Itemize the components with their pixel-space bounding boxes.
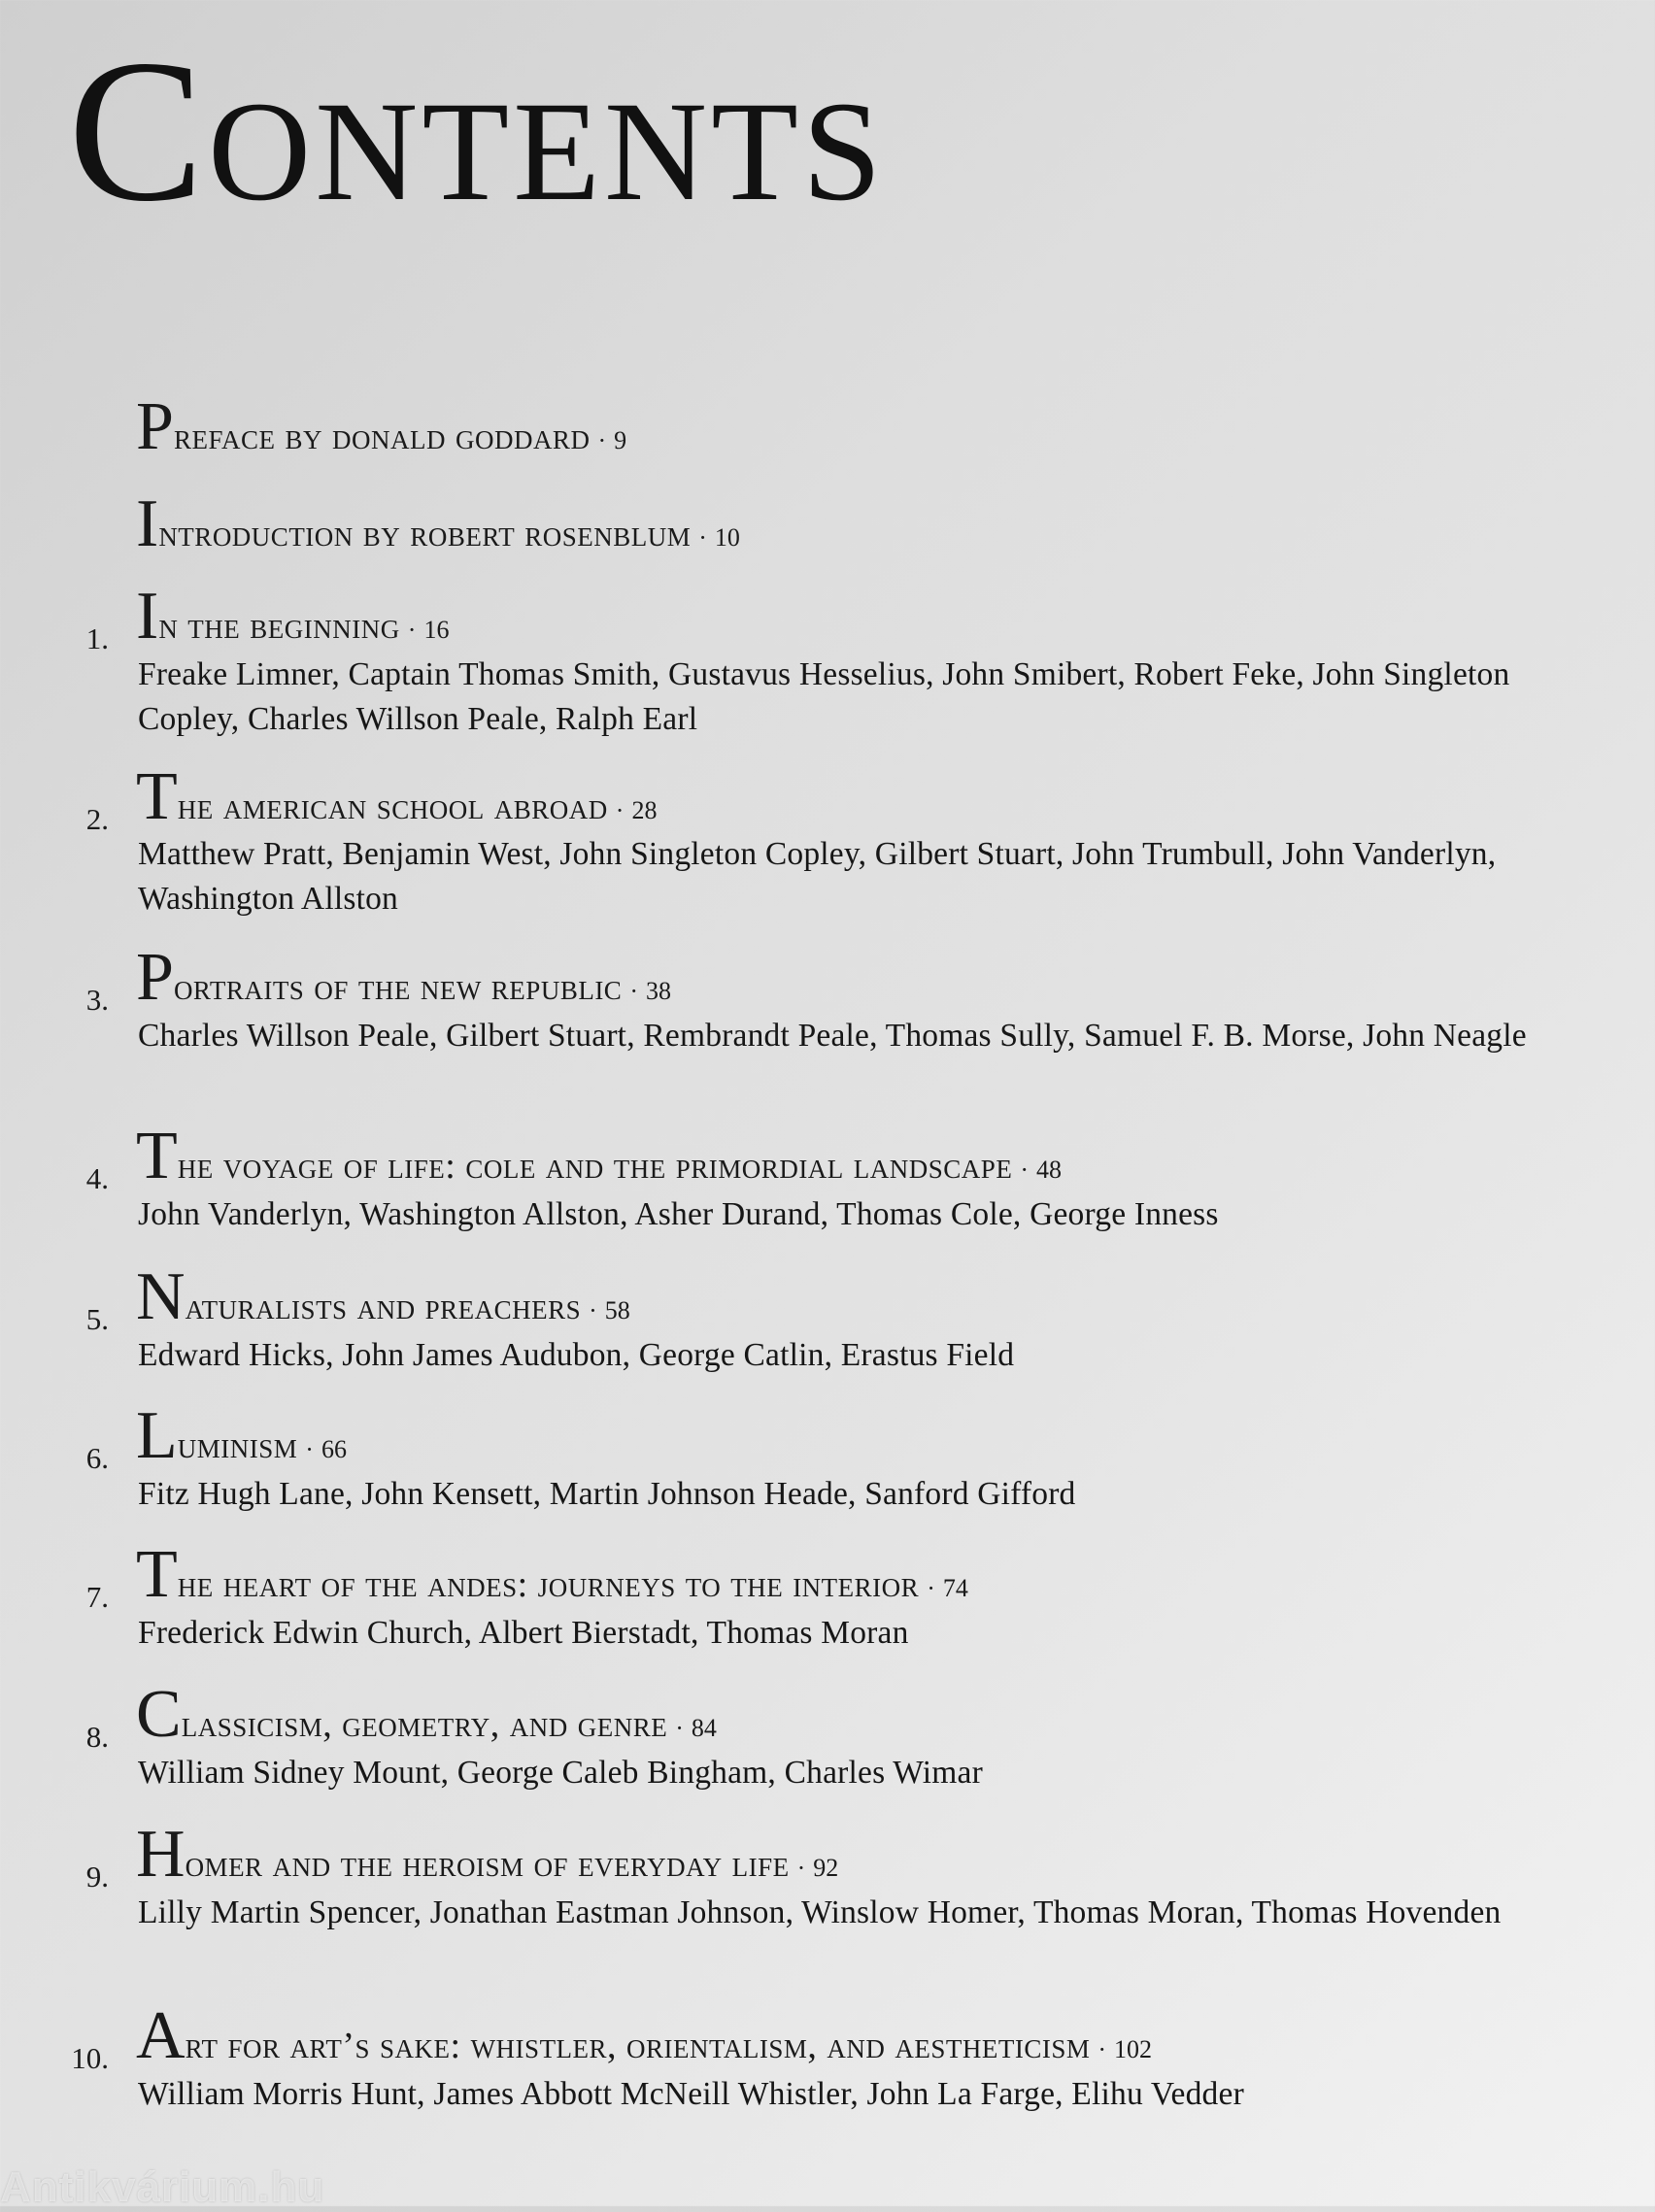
artist-list: Lilly Martin Spencer, Jonathan Eastman Johnson, Winslow Homer, Thomas Moran, Thomas Hovenden <box>138 1894 1502 1930</box>
page-number: 84 <box>691 1714 717 1742</box>
heading-initial: P <box>136 940 174 1015</box>
page-number: 16 <box>423 616 450 644</box>
heading-initial: H <box>136 1817 186 1892</box>
entry-number: 1. <box>85 621 109 655</box>
heading-separator: · <box>698 523 707 552</box>
chapter-heading <box>136 1119 1062 1193</box>
artist-list: Matthew Pratt, Benjamin West, John Singleton Copley, Gilbert Stuart, John Trumbull, John Vanderlyn, Washington Allston <box>138 836 1497 917</box>
artist-list: William Sidney Mount, George Caleb Bingham, Charles Wimar <box>138 1755 983 1791</box>
chapter-heading <box>136 1537 968 1612</box>
heading-initial: P <box>136 389 174 464</box>
heading-text: he american school abroad <box>177 787 608 827</box>
heading-separator: · <box>1098 2035 1107 2063</box>
heading-initial: L <box>136 1398 178 1473</box>
artist-list: William Morris Hunt, James Abbott McNeill Whistler, John La Farge, Elihu Vedder <box>138 2076 1244 2112</box>
page-number: 102 <box>1114 2035 1153 2063</box>
entry-number: 7. <box>85 1580 109 1614</box>
chapter-heading <box>136 1398 347 1473</box>
chapter-heading <box>136 486 740 561</box>
heading-initial: T <box>136 1537 178 1612</box>
entry-number: 9. <box>85 1860 109 1894</box>
chapter-heading <box>136 940 671 1015</box>
entry-number: 4. <box>85 1161 109 1195</box>
heading-separator: · <box>927 1574 935 1602</box>
page-number: 9 <box>614 426 627 454</box>
heading-separator: · <box>629 977 638 1005</box>
chapter-heading <box>136 1817 839 1892</box>
entry-number: 5. <box>85 1302 109 1336</box>
heading-text: ntroduction by robert rosenblum <box>158 514 692 554</box>
heading-initial: A <box>136 1998 186 2073</box>
heading-text: he heart of the andes: journeys to the interior <box>177 1564 920 1605</box>
entry-number: 8. <box>85 1720 109 1754</box>
artist-list: Fitz Hugh Lane, John Kensett, Martin Johnson Heade, Sanford Gifford <box>138 1476 1076 1512</box>
page-number: 48 <box>1036 1156 1062 1184</box>
entry-number: 6. <box>85 1441 109 1475</box>
heading-initial: T <box>136 759 178 834</box>
heading-initial: C <box>136 1677 182 1752</box>
heading-initial: N <box>136 1259 186 1334</box>
page-number: 66 <box>321 1435 347 1463</box>
heading-separator: · <box>589 1296 597 1324</box>
heading-separator: · <box>597 426 607 454</box>
page-number: 58 <box>604 1296 630 1324</box>
heading-text: ortraits of the new republic <box>173 967 623 1008</box>
heading-initial: I <box>136 579 159 654</box>
watermark: Antikvárium.hu <box>0 2163 325 2211</box>
chapter-heading <box>136 1998 1153 2073</box>
artist-list: Edward Hicks, John James Audubon, George Catlin, Erastus Field <box>138 1337 1015 1373</box>
heading-text: aturalists and preachers <box>185 1287 582 1327</box>
entry-number: 10. <box>71 2041 109 2075</box>
artist-list: John Vanderlyn, Washington Allston, Asher Durand, Thomas Cole, George Inness <box>138 1196 1219 1232</box>
chapter-heading <box>136 579 450 654</box>
heading-separator: · <box>615 796 625 824</box>
heading-separator: · <box>305 1435 314 1463</box>
chapter-heading <box>136 1677 717 1752</box>
heading-text: uminism <box>177 1425 298 1466</box>
heading-text: omer and the heroism of everyday life <box>185 1844 790 1885</box>
page-number: 74 <box>942 1574 968 1602</box>
heading-text: reface by donald goddard <box>173 417 591 457</box>
heading-text: n the beginning <box>158 606 400 647</box>
heading-text: rt for art’s sake: whistler, orientalism, and aestheticism <box>185 2026 1091 2066</box>
chapter-heading <box>136 389 627 464</box>
chapter-heading <box>136 759 658 834</box>
artist-list: Frederick Edwin Church, Albert Bierstadt, Thomas Moran <box>138 1615 909 1651</box>
page-number: 28 <box>631 796 658 824</box>
page-number: 92 <box>813 1854 839 1882</box>
heading-separator: · <box>796 1854 806 1882</box>
heading-text: he voyage of life: cole and the primordial landscape <box>177 1146 1013 1187</box>
page-title: Contents <box>68 18 886 244</box>
heading-initial: T <box>136 1119 178 1193</box>
heading-separator: · <box>1020 1156 1029 1184</box>
artist-list: Freake Limner, Captain Thomas Smith, Gustavus Hesselius, John Smibert, Robert Feke, John Singleton Copley, Charles Willson Peale, Ralph Earl <box>138 656 1510 737</box>
heading-text: lassicism, geometry, and genre <box>181 1704 668 1745</box>
chapter-heading <box>136 1259 630 1334</box>
heading-separator: · <box>675 1714 684 1742</box>
page-number: 10 <box>714 523 740 552</box>
heading-initial: I <box>136 486 159 561</box>
entry-number: 2. <box>85 802 109 836</box>
page-number: 38 <box>646 977 671 1005</box>
artist-list: Charles Willson Peale, Gilbert Stuart, Rembrandt Peale, Thomas Sully, Samuel F. B. Morse, John Neagle <box>138 1018 1527 1054</box>
entry-number: 3. <box>85 983 109 1017</box>
heading-separator: · <box>407 616 417 644</box>
